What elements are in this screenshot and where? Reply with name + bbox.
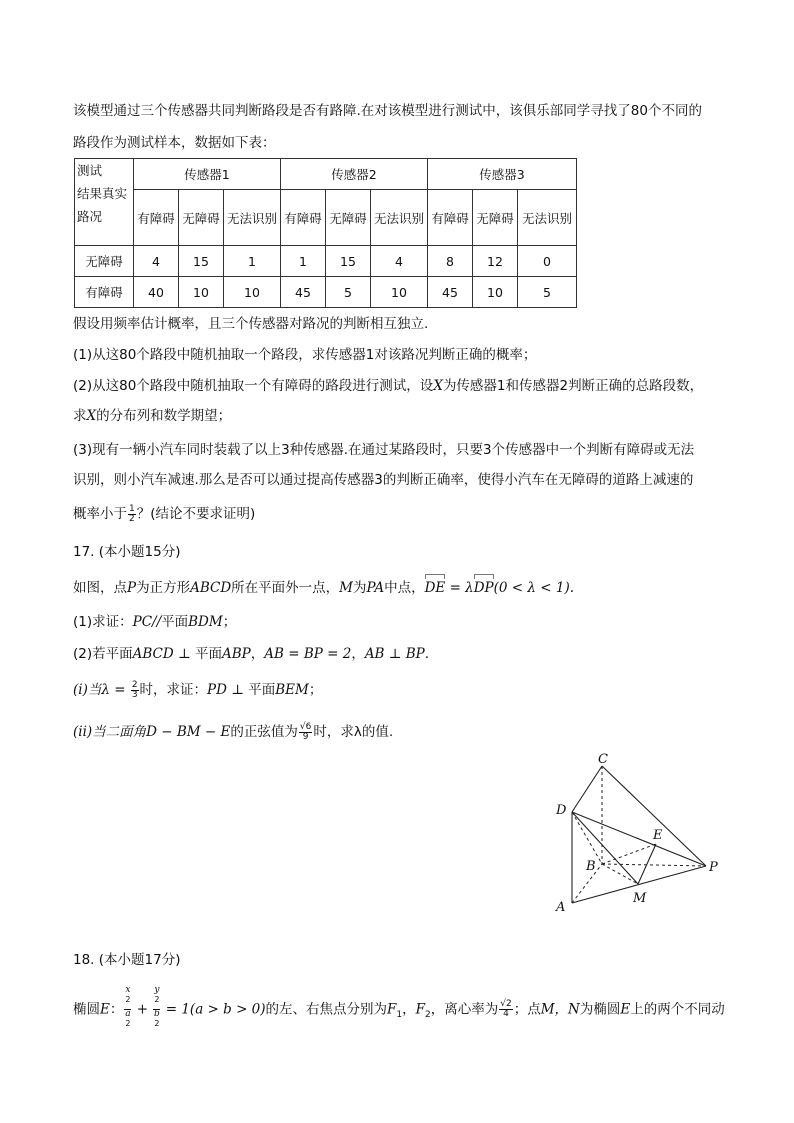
q18-statement: 椭圆E： x $^2$ a $^2$ + y $^2$ b $^2$ = 1(a > b > 0)的左、右焦点分别为$F_1$，$F_2$，离心率为 $\frac{√2}{4}$ ；点M，N为椭圆E上的两个不同动 [73,986,725,1033]
row-label: 有障碍 [75,277,134,308]
edge-me [638,844,656,884]
table-cell: 1 [224,246,281,277]
table-cell: 10 [179,277,224,308]
edge-dm [572,812,638,884]
sensor-1-header: 传感器1 [134,159,281,190]
table-row [75,246,577,277]
table-cell: 40 [134,277,179,308]
q16-part-3-line-1: (3)现有一辆小汽车同时装载了以上3种传感器.在通过某路段时，只要3个传感器中一个判断有障碍或无法 [73,442,695,458]
label-d: D [556,803,567,818]
table-cell: 8 [428,246,473,277]
q16-part-2-line-2: 求X的分布列和数学期望； [73,408,232,424]
edge-bp-hidden [602,864,706,866]
label-m: M [633,891,647,906]
table-cell: 1 [281,246,326,277]
intro-line-2: 路段作为测试样本，数据如下表： [73,135,276,151]
q17-header: 17. (本小题15分) [73,544,181,560]
fraction-one-half: $\frac{1}{2}$ [129,503,135,524]
q16-part-3-line-2: 识别，则小汽车减速.那么是否可以通过提高传感器3的判断正确率，使得小汽车在无障碍的道路上减速的 [73,472,694,488]
subheader-cell: 无障碍 [326,190,371,246]
label-b: B [586,859,596,874]
table-corner-header [75,159,134,246]
edge-bm-hidden [602,864,638,884]
subheader-cell: 无法识别 [518,190,577,246]
table-cell: 5 [518,277,577,308]
label-a: A [556,900,566,915]
corner-line-3: 路况 [77,209,103,224]
subheader-cell: 无法识别 [224,190,281,246]
q16-assumption: 假设用频率估计概率，且三个传感器对路况的判断相互独立. [73,316,429,332]
q17-part-1: (1)求证：PC//平面BDM； [73,614,237,630]
table-cell: 5 [326,277,371,308]
table-cell: 12 [473,246,518,277]
q18-header: 18. (本小题17分) [73,952,181,968]
edge-dc [572,766,602,812]
edge-cp [602,766,706,866]
table-cell: 10 [371,277,428,308]
row-label: 无障碍 [75,246,134,277]
fraction-two-thirds: $\frac{2}{3}$ [131,679,138,700]
q17-part-2-ii: (ii)当二面角D − BM − E的正弦值为 $\frac{√6}{9}$ 时，求λ的值. [73,721,394,742]
subheader-cell: 有障碍 [428,190,473,246]
q17-part-2-i: (i)当λ = $\frac{2}{3}$ 时，求证：PD ⊥ 平面BEM； [73,679,323,700]
fraction-eccentricity: $\frac{√2}{4}$ [500,999,512,1019]
pyramid-figure [548,748,728,918]
table-cell: 4 [371,246,428,277]
table-cell: 15 [179,246,224,277]
label-e: E [653,828,663,843]
table-cell: 15 [326,246,371,277]
corner-line-1: 测试 [77,163,103,178]
subheader-cell: 有障碍 [134,190,179,246]
q16-part-3-line-3: 概率小于 $\frac{1}{2}$ ？(结论不要求证明) [73,503,256,524]
corner-line-2: 结果真实 [77,186,128,201]
edge-dp [572,812,706,866]
label-c: C [598,752,608,767]
table-cell: 45 [281,277,326,308]
subheader-cell: 无障碍 [179,190,224,246]
q17-statement: 如图，点P为正方形ABCD所在平面外一点，M为PA中点，DE = λDP(0 < λ < 1). [73,580,575,596]
edge-db-hidden [572,812,602,864]
fraction-y2-b2: y $^2$ b $^2$ [154,985,160,1028]
vector-de: DE [424,580,446,596]
label-p: P [709,860,718,875]
table-cell: 10 [224,277,281,308]
table-cell: 4 [134,246,179,277]
table-cell: 10 [473,277,518,308]
vector-dp: DP [473,580,494,596]
fraction-x2-a2: x $^2$ a $^2$ [125,985,131,1028]
table-cell: 0 [518,246,577,277]
sensor-data-table [74,158,577,308]
sensor-3-header: 传感器3 [428,159,577,190]
table-row [75,277,577,308]
subheader-cell: 无法识别 [371,190,428,246]
subheader-cell: 有障碍 [281,190,326,246]
q17-part-2: (2)若平面ABCD ⊥ 平面ABP，AB = BP = 2，AB ⊥ BP. [73,646,430,662]
subheader-cell: 无障碍 [473,190,518,246]
intro-line-1: 该模型通过三个传感器共同判断路段是否有路障.在对该模型进行测试中，该俱乐部同学寻找了80个不同的 [73,103,702,119]
q16-part-2-line-1: (2)从这80个路段中随机抽取一个有障碍的路段进行测试，设X为传感器1和传感器2判断正确的总路段数， [73,378,704,394]
fraction-sqrt6-over-9: $\frac{√6}{9}$ [299,721,312,742]
sensor-2-header: 传感器2 [281,159,428,190]
q16-part-1: (1)从这80个路段中随机抽取一个路段，求传感器1对该路况判断正确的概率； [73,347,537,363]
table-cell: 45 [428,277,473,308]
